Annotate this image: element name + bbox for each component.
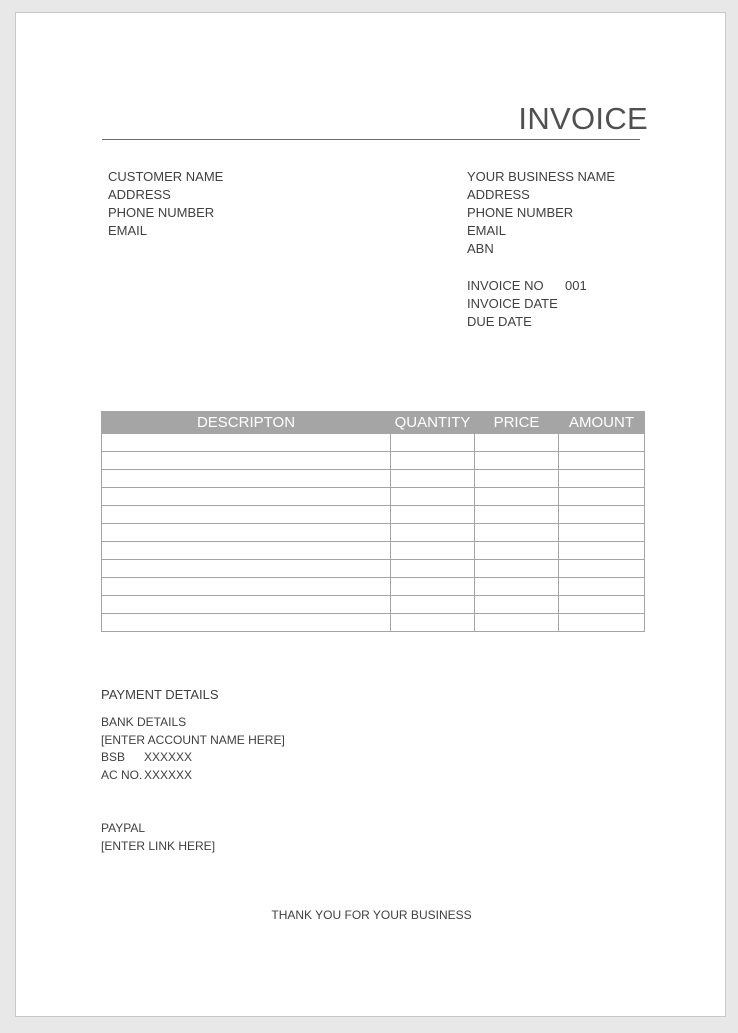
cell-description [102,578,391,596]
header-description: DESCRIPTON [102,412,391,434]
table-row [102,434,645,452]
cell-amount [559,578,645,596]
cell-quantity [391,488,475,506]
cell-amount [559,560,645,578]
cell-price [475,452,559,470]
cell-quantity [391,596,475,614]
cell-description [102,614,391,632]
ac-label: AC NO. [101,767,143,782]
cell-amount [559,542,645,560]
paypal-link: [ENTER LINK HERE] [101,838,216,853]
cell-price [475,560,559,578]
header-amount: AMOUNT [559,412,645,434]
cell-price [475,524,559,542]
table-header-row [102,412,645,434]
cell-quantity [391,506,475,524]
cell-quantity [391,578,475,596]
cell-price [475,488,559,506]
bsb-label: BSB [101,750,126,764]
table-row [102,506,645,524]
cell-quantity [391,434,475,452]
cell-description [102,560,391,578]
cell-quantity [391,542,475,560]
table-row [102,452,645,470]
cell-amount [559,524,645,542]
business-phone: PHONE NUMBER [467,205,574,220]
cell-amount [559,596,645,614]
cell-quantity [391,452,475,470]
invoice-title: INVOICE [518,101,648,136]
thank-you-footer: THANK YOU FOR YOUR BUSINESS [271,908,472,922]
cell-amount [559,434,645,452]
cell-amount [559,470,645,488]
business-abn: ABN [467,241,494,256]
invoice-no-row [467,277,587,295]
invoice-page [15,12,726,1017]
invoice-meta-block [467,277,587,331]
header-quantity: QUANTITY [391,412,475,434]
table-row [102,614,645,632]
account-name: [ENTER ACCOUNT NAME HERE] [101,732,285,747]
table-row [102,524,645,542]
customer-email: EMAIL [108,223,148,238]
table-body [102,434,645,632]
invoice-date-label: INVOICE DATE [467,296,558,311]
customer-block [108,168,223,240]
business-name: YOUR BUSINESS NAME [467,169,616,184]
cell-amount [559,614,645,632]
business-email: EMAIL [467,223,507,238]
table-row [102,542,645,560]
customer-name: CUSTOMER NAME [108,169,224,184]
table-row [102,578,645,596]
table-row [102,596,645,614]
ac-row [101,767,285,785]
cell-description [102,488,391,506]
cell-price [475,578,559,596]
due-date-label: DUE DATE [467,314,532,329]
bsb-row [101,749,285,767]
cell-description [102,470,391,488]
cell-price [475,434,559,452]
table-row [102,488,645,506]
cell-price [475,506,559,524]
table-row [102,470,645,488]
cell-description [102,452,391,470]
customer-address: ADDRESS [108,187,171,202]
cell-price [475,542,559,560]
table-row [102,560,645,578]
business-block [467,168,615,258]
cell-quantity [391,614,475,632]
paypal-block [101,820,215,855]
cell-quantity [391,470,475,488]
cell-description [102,524,391,542]
cell-quantity [391,560,475,578]
cell-price [475,470,559,488]
bank-details-block [101,714,285,784]
cell-description [102,596,391,614]
ac-value: XXXXXX [144,767,193,782]
cell-quantity [391,524,475,542]
invoice-no-value: 001 [565,278,587,293]
customer-phone: PHONE NUMBER [108,205,215,220]
invoice-no-label: INVOICE NO [467,278,544,293]
payment-details-title: PAYMENT DETAILS [101,687,219,702]
title-divider [102,139,640,140]
cell-price [475,614,559,632]
business-address: ADDRESS [467,187,530,202]
cell-description [102,506,391,524]
header-price: PRICE [475,412,559,434]
cell-amount [559,488,645,506]
bank-details-title: BANK DETAILS [101,715,187,729]
bsb-value: XXXXXX [144,750,193,764]
cell-amount [559,506,645,524]
line-items-table [101,411,645,632]
cell-description [102,434,391,452]
cell-amount [559,452,645,470]
cell-description [102,542,391,560]
paypal-title: PAYPAL [101,821,146,835]
cell-price [475,596,559,614]
